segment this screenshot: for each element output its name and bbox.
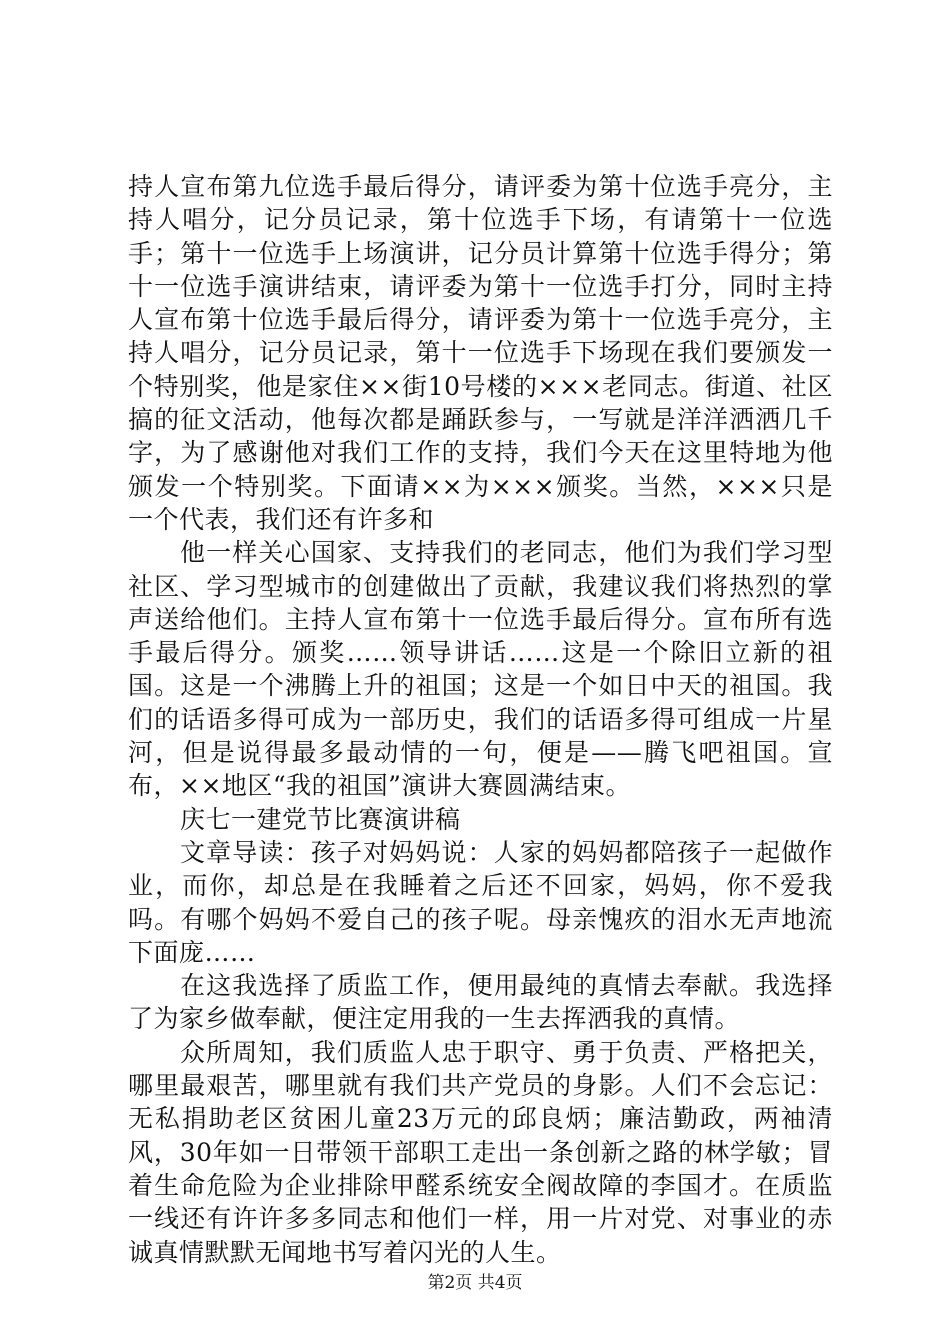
section-title: 庆七一建党节比赛演讲稿 xyxy=(180,804,461,834)
body-paragraph-3: 在这我选择了质监工作，便用最纯的真情去奉献。我选择了为家乡做奉献，便注定用我的一生去挥洒我的真情。 xyxy=(128,971,833,1034)
body-paragraph-2: 他一样关心国家、支持我们的老同志，他们为我们学习型社区、学习型城市的创建做出了贡献，我建议我们将热烈的掌声送给他们。主持人宣布第十一位选手最后得分。宣布所有选手最后得分。颁奖……领导讲话……这是一个除旧立新的祖国。这是一个沸腾上升的祖国；这是一个如日中天的祖国。我们的话语多得可成为一部历史，我们的话语多得可组成一片星河，但是说得最多最动情的一句，便是——腾飞吧祖国。宣布，××地区“我的祖国”演讲大赛圆满结束。 xyxy=(128,538,833,801)
page-number-footer: 第2页 共4页 xyxy=(427,1273,523,1293)
document-body xyxy=(128,170,833,1269)
article-intro: 文章导读：孩子对妈妈说：人家的妈妈都陪孩子一起做作业，而你，却总是在我睡着之后还不回家，妈妈，你不爱我吗。有哪个妈妈不爱自己的孩子呢。母亲愧疚的泪水无声地流下面庞…… xyxy=(128,837,833,967)
body-paragraph-4: 众所周知，我们质监人忠于职守、勇于负责、严格把关，哪里最艰苦，哪里就有我们共产党员的身影。人们不会忘记：无私捐助老区贫困儿童23万元的邱良炳；廉洁勤政，两袖清风，30年如一日带领干部职工走出一条创新之路的林学敏；冒着生命危险为企业排除甲醛系统安全阀故障的李国才。在质监一线还有许许多多同志和他们一样，用一片对党、对事业的赤诚真情默默无闻地书写着闪光的人生。 xyxy=(128,1037,833,1267)
body-paragraph-1: 持人宣布第九位选手最后得分，请评委为第十位选手亮分，主持人唱分，记分员记录，第十位选手下场，有请第十一位选手；第十一位选手上场演讲，记分员计算第十位选手得分；第十一位选手演讲结束，请评委为第十一位选手打分，同时主持人宣布第十位选手最后得分，请评委为第十一位选手亮分，主持人唱分，记分员记录，第十一位选手下场现在我们要颁发一个特别奖，他是家住××街10号楼的×××老同志。街道、社区搞的征文活动，他每次都是踊跃参与，一写就是洋洋洒洒几千字，为了感谢他对我们工作的支持，我们今天在这里特地为他颁发一个特别奖。下面请××为×××颁奖。当然，×××只是一个代表，我们还有许多和 xyxy=(128,172,833,534)
